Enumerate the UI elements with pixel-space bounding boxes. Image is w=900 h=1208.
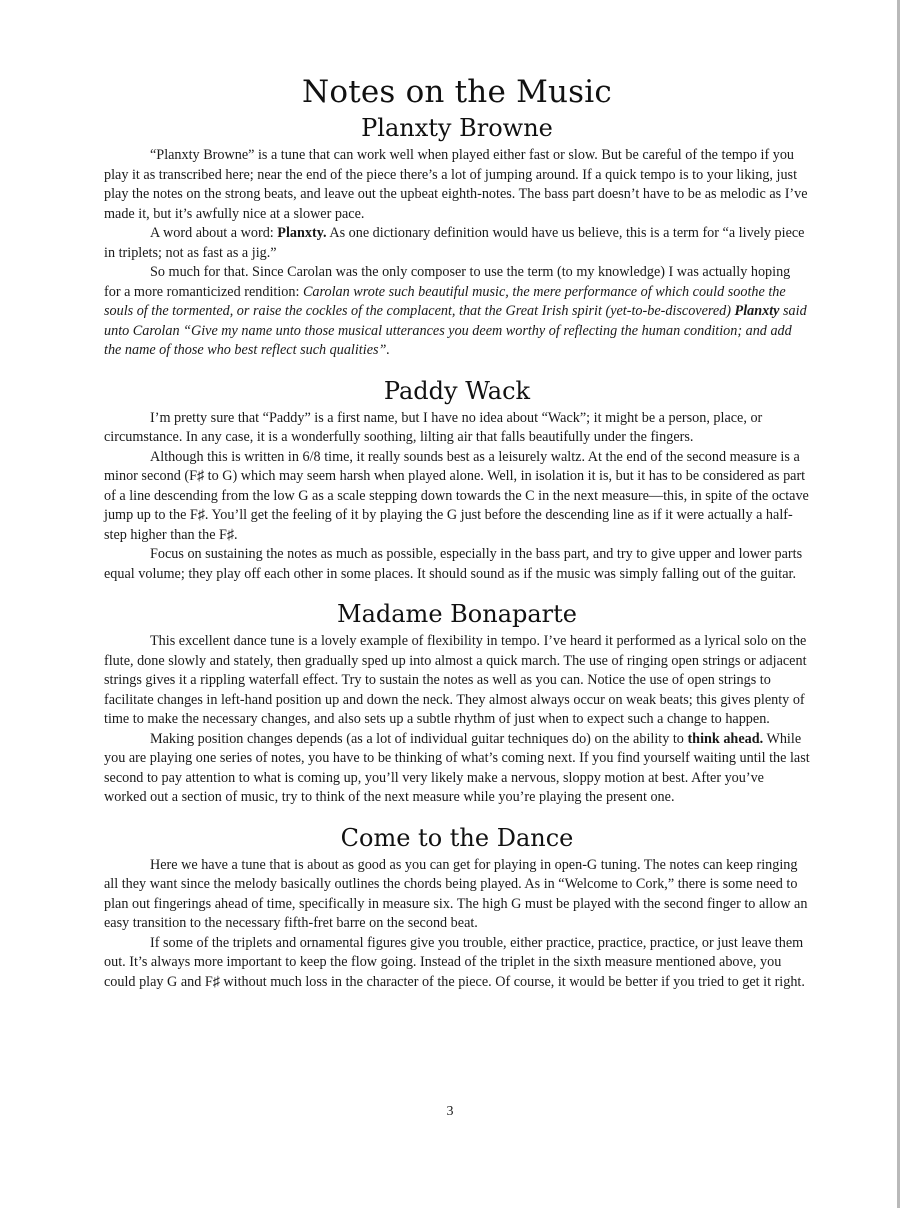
document-page (104, 72, 810, 992)
text-run: Here we have a tune that is about as good as you can get for playing in open-G tuning. The notes can keep ringing all they want since the melody basically outlines the chords being played. As in “Welcome to Cork,” there is some need to plan out fingerings ahead of time, specifically in measure six. The high G must be played with the second finger to allow an easy transition to the necessary fifth-fret barre on the second beat. (104, 856, 808, 931)
text-run: While you are playing one series of notes, you have to be thinking of what’s coming next. If you find yourself waiting until the last second to pay attention to what is coming up, you’ll very likely make a nervous, sloppy motion at best. After you’ve worked out a section of music, try to think of the next measure while you’re playing the present one. (104, 730, 810, 805)
paragraph (104, 409, 810, 448)
sections-container (104, 112, 810, 992)
page-number: 3 (446, 1104, 454, 1119)
paragraph (104, 448, 810, 546)
text-run: Although this is written in 6/8 time, it really sounds best as a leisurely waltz. At the end of the second measure is a minor second (F♯ to G) which may seem harsh when played alone. Well, in isolation it is, but it has to be considered as part of a line descending from the low G as a scale stepping down towards the C in the next measure—this, in spite of the octave jump up to the F♯. You’ll get the feeling of it by playing the G just before the descending line as if it were actually a half-step higher than the F♯. (104, 448, 809, 543)
section-come-to-the-dance (104, 822, 810, 993)
emphasis-text: Planxty. (277, 225, 327, 241)
paragraph (104, 146, 810, 224)
section-planxty-browne (104, 112, 810, 361)
text-run: If some of the triplets and ornamental figures give you trouble, either practice, practice, practice, or just leave them out. It’s always more important to keep the flow going. Instead of the triplet in the sixth measure mentioned above, you could play G and F♯ without much loss in the character of the piece. Of course, it would be better if you tried to get it right. (104, 934, 805, 990)
section-heading: Madame Bonaparte (337, 600, 577, 628)
text-run: A word about a word: (150, 225, 278, 241)
text-run: “Planxty Browne” is a tune that can work well when played either fast or slow. But be careful of the tempo if you play it as transcribed here; near the end of the piece there’s a lot of jumping around. If a quick tempo is to your liking, just play the notes on the strong beats, and leave out the upbeat eighth-notes. The bass part doesn’t have to be as melodic as I’ve made it, but it’s awfully nice at a slower pace. (104, 147, 808, 222)
paragraph (104, 730, 810, 808)
text-run: Focus on sustaining the notes as much as possible, especially in the bass part, and try to give upper and lower parts equal volume; they play off each other in some places. It should sound as if the music was simply falling out of the guitar. (104, 546, 803, 582)
section-madame-bonaparte (104, 598, 810, 808)
emphasis-text: think ahead. (687, 730, 764, 747)
text-run: So much for that. Since Carolan was the only composer to use the term (to my knowledge) I was actually hoping for a more romanticized rendition: (104, 264, 791, 300)
text-run: As one dictionary definition would have us believe, this is a term for “a lively piece in triplets; not as fast as a jig.” (104, 225, 805, 261)
section-heading: Come to the Dance (340, 823, 574, 852)
text-run: Making position changes depends (as a lot of individual guitar techniques do) on the ability to (150, 730, 688, 747)
section-paddy-wack (104, 375, 810, 585)
text-run: This excellent dance tune is a lovely example of flexibility in tempo. I’ve heard it performed as a lyrical solo on the flute, done slowly and stately, then gradually sped up into almost a quick march. The use of ringing open strings or adjacent strings gives it a rippling waterfall effect. Try to sustain the notes as well as you can. Notice the use of open strings to facilitate changes in left-hand position up and down the neck. They almost always occur on weak beats; this gives plenty of time to make the necessary changes, and also sets up a subtle rhythm of just when to expect such a change to happen. (104, 633, 807, 727)
section-heading: Paddy Wack (383, 376, 531, 405)
section-heading: Planxty Browne (361, 114, 553, 142)
emphasis-text: said unto Carolan “Give my name unto those musical utterances you deem worthy of reflecting the human condition; and add the name of those who best reflect such qualities”. (104, 303, 807, 358)
text-run: I’m pretty sure that “Paddy” is a first name, but I have no idea about “Wack”; it might be a person, place, or circumstance. In any case, it is a wonderfully soothing, lilting air that falls beautifully under the fingers. (104, 409, 763, 445)
paragraph (104, 856, 810, 934)
emphasis-text: Carolan wrote such beautiful music, the mere performance of which could soothe the souls of the tormented, or raise the cockles of the complacent, that the Great Irish spirit (yet-to-be-discovered) (104, 283, 786, 319)
paragraph (104, 263, 810, 361)
page-title: Notes on the Music (302, 74, 612, 110)
paragraph (104, 632, 810, 730)
paragraph (104, 224, 810, 263)
paragraph (104, 545, 810, 584)
emphasis-text: Planxty (734, 303, 780, 319)
paragraph (104, 934, 810, 993)
